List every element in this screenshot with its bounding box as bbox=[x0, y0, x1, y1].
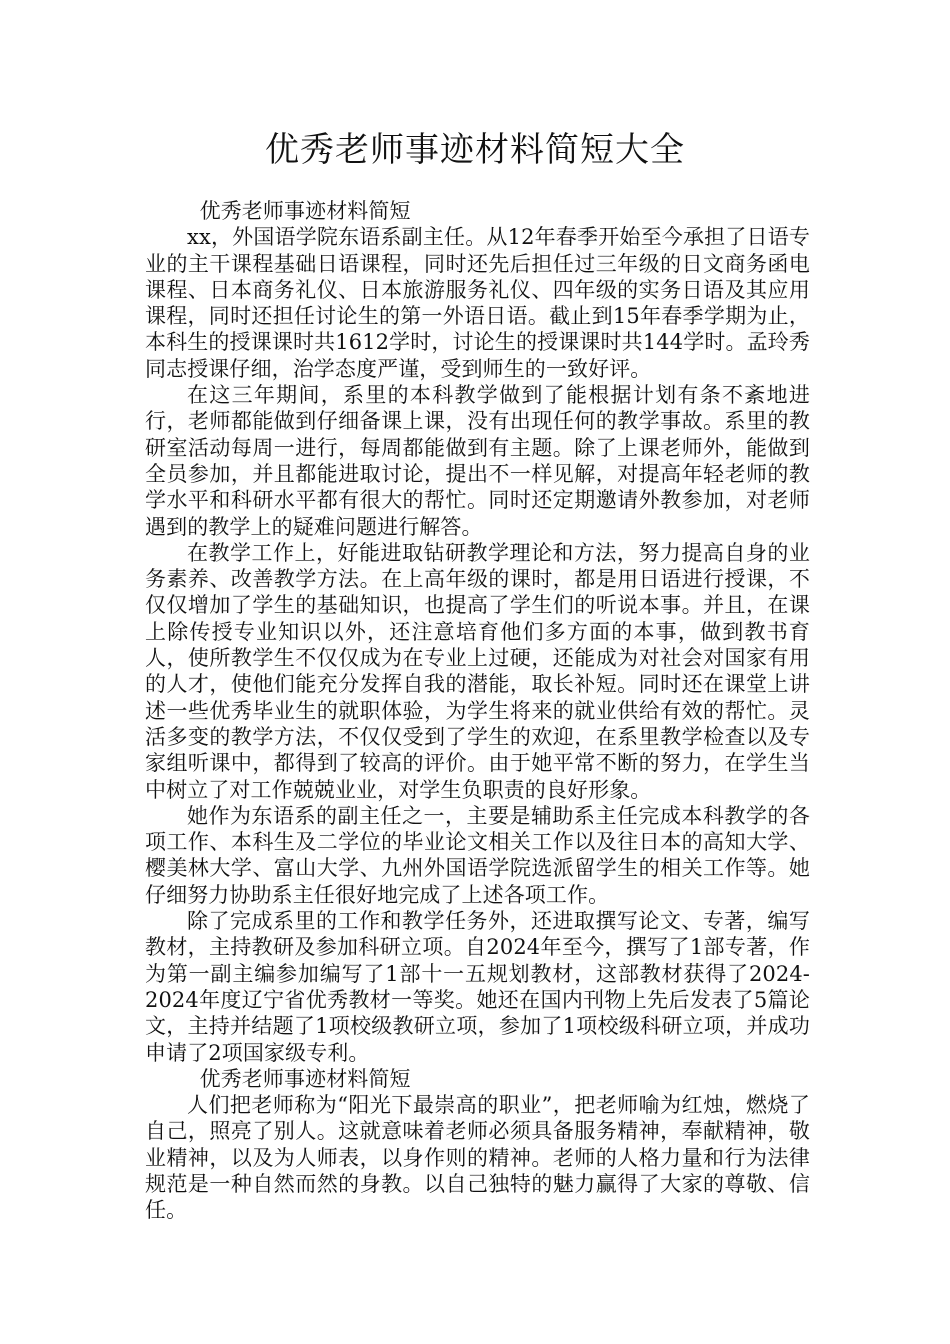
paragraph: 除了完成系里的工作和教学任务外，还进取撰写论文、专著，编写教材，主持教研及参加科研立项。自2024年至今，撰写了1部专著，作为第一副主编参加编写了1部十一五规划教材，这部教材获得了2024-2024年度辽宁省优秀教材一等奖。她还在国内刊物上先后发表了5篇论文，主持并结题了1项校级教研立项，参加了1项校级科研立项，并成功申请了2项国家级专利。 bbox=[145, 909, 810, 1065]
paragraph: 她作为东语系的副主任之一，主要是辅助系主任完成本科教学的各项工作、本科生及二学位的毕业论文相关工作以及往日本的高知大学、樱美林大学、富山大学、九州外国语学院选派留学生的相关工作等。她仔细努力协助系主任很好地完成了上述各项工作。 bbox=[145, 803, 810, 907]
paragraph: 人们把老师称为“阳光下最崇高的职业”，把老师喻为红烛，燃烧了自己，照亮了别人。这就意味着老师必须具备服务精神，奉献精神，敬业精神，以及为人师表，以身作则的精神。老师的人格力量和行为法律规范是一种自然而然的身教。以自己独特的魅力赢得了大家的尊敬、信任。 bbox=[145, 1093, 810, 1223]
document-title: 优秀老师事迹材料简短大全 bbox=[265, 130, 685, 170]
paragraph: 在这三年期间，系里的本科教学做到了能根据计划有条不紊地进行，老师都能做到仔细备课上课，没有出现任何的教学事故。系里的教研室活动每周一进行，每周都能做到有主题。除了上课老师外，能做到全员参加，并且都能进取讨论，提出不一样见解，对提高年轻老师的教学水平和科研水平都有很大的帮忙。同时还定期邀请外教参加，对老师遇到的教学上的疑难问题进行解答。 bbox=[145, 383, 810, 539]
section-heading: 优秀老师事迹材料简短 bbox=[199, 199, 411, 223]
section-heading: 优秀老师事迹材料简短 bbox=[199, 1066, 411, 1091]
document-body bbox=[145, 198, 810, 1224]
paragraph: 在教学工作上，好能进取钻研教学理论和方法，努力提高自身的业务素养、改善教学方法。在上高年级的课时，都是用日语进行授课，不仅仅增加了学生的基础知识，也提高了学生们的听说本事。并且，在课上除传授专业知识以外，还注意培育他们多方面的本事，做到教书育人，使所教学生不仅仅成为在专业上过硬，还能成为对社会对国家有用的人才，使他们能充分发挥自我的潜能，取长补短。同时还在课堂上讲述一些优秀毕业生的就职体验，为学生将来的就业供给有效的帮忙。灵活多变的教学方法，不仅仅受到了学生的欢迎，在系里教学检查以及专家组听课中，都得到了较高的评价。由于她平常不断的努力，在学生当中树立了对工作兢兢业业，对学生负职责的良好形象。 bbox=[145, 540, 810, 802]
paragraph: xx，外国语学院东语系副主任。从12年春季开始至今承担了日语专业的主干课程基础日语课程，同时还先后担任过三年级的日文商务函电课程、日本商务礼仪、日本旅游服务礼仪、四年级的实务日语及其应用课程，同时还担任讨论生的第一外语日语。截止到15年春季学期为止，本科生的授课课时共1612学时，讨论生的授课课时共144学时。孟玲秀同志授课仔细，治学态度严谨，受到师生的一致好评。 bbox=[145, 225, 810, 381]
